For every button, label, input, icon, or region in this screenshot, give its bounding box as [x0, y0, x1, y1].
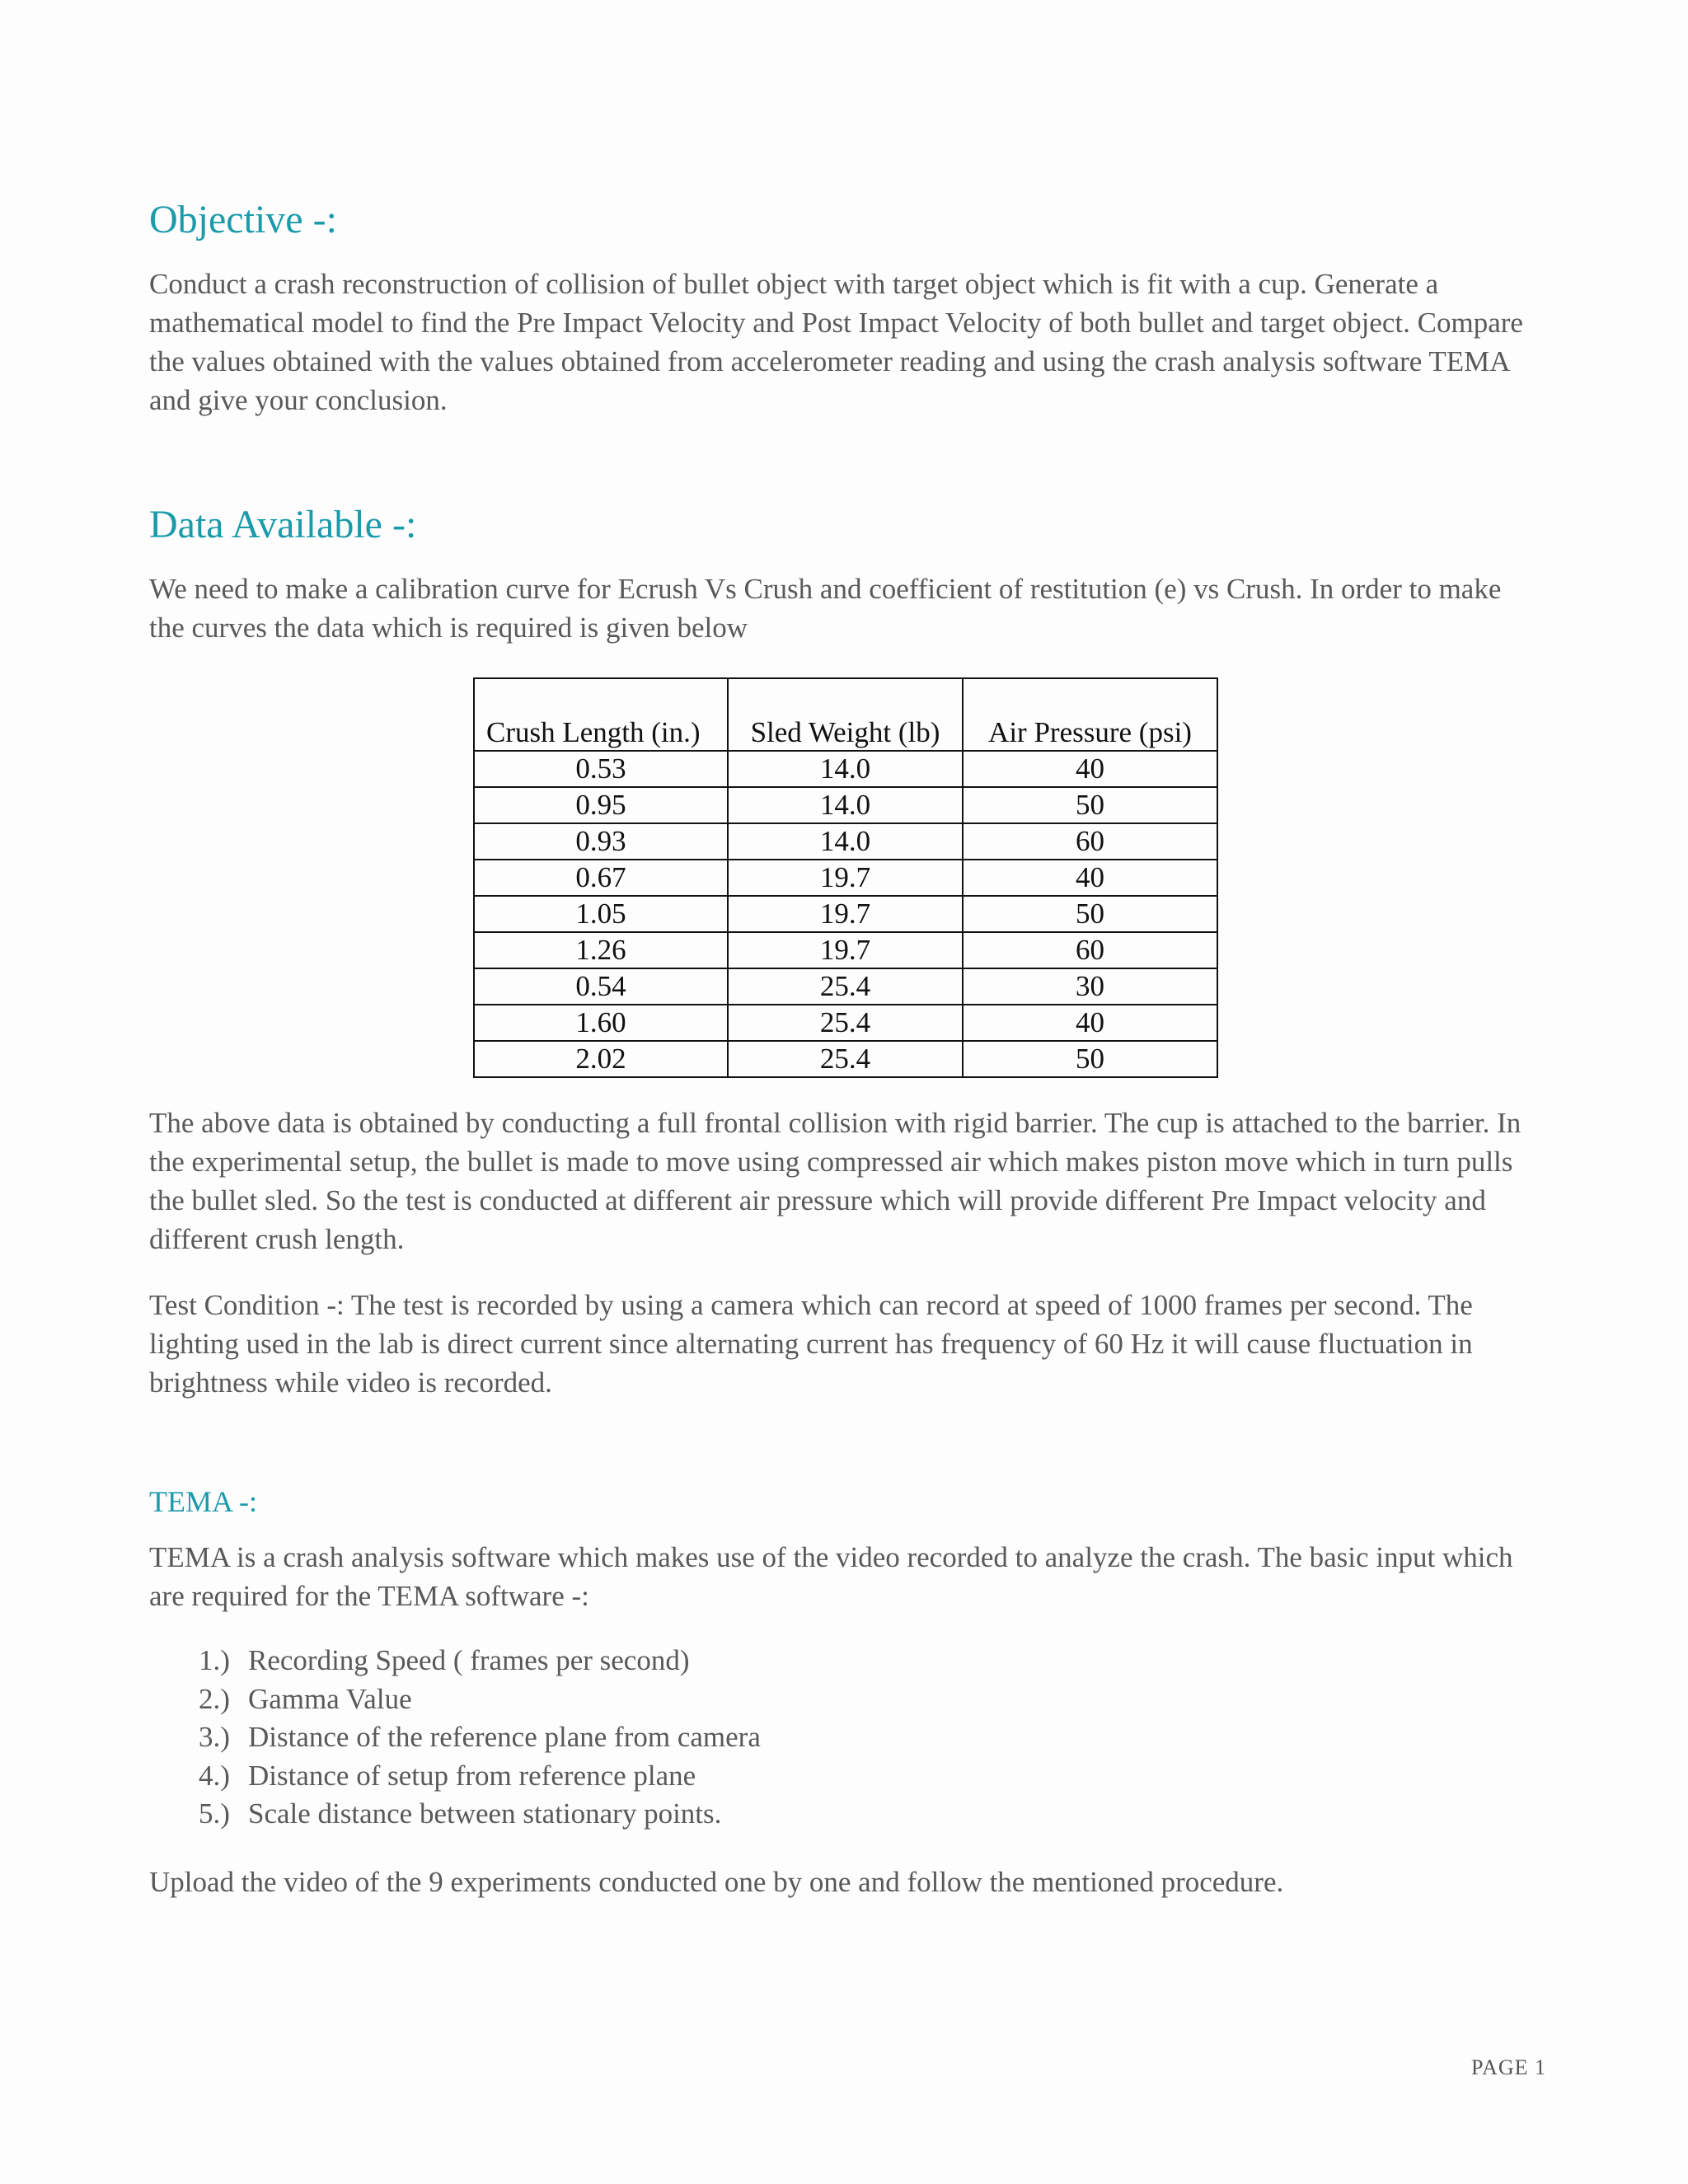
after-table-text: The above data is obtained by conducting a full frontal collision with rigid barrier. The cup is attached to the barrier. In the experimental setup, the bullet is made to move using compressed air which makes piston move which in turn pulls the bullet sled. So the test is conducted at different air pressure which will provide different Pre Impact velocity and different crush length.	[149, 1107, 1522, 1255]
table-row	[474, 823, 1217, 860]
tema-input-list	[199, 1642, 761, 1834]
table-cell: 1.26	[474, 932, 728, 968]
table-row	[474, 968, 1217, 1005]
data-available-intro: We need to make a calibration curve for Ecrush Vs Crush and coefficient of restitution (e) vs Crush. In order to make the curves the data which is required is given below	[149, 573, 1502, 644]
table-cell: 25.4	[728, 968, 963, 1005]
table-cell: 14.0	[728, 787, 963, 823]
header-air-pressure: Air Pressure (psi)	[963, 678, 1217, 751]
table-cell: 0.54	[474, 968, 728, 1005]
table-cell: 50	[963, 896, 1217, 932]
table-cell: 60	[963, 823, 1217, 860]
table-cell: 0.53	[474, 751, 728, 787]
tema-heading: TEMA -:	[149, 1485, 257, 1518]
table-cell: 25.4	[728, 1005, 963, 1041]
list-item-number: 3.)	[199, 1721, 230, 1753]
table-row	[474, 1005, 1217, 1041]
table-cell: 30	[963, 968, 1217, 1005]
table-cell: 19.7	[728, 932, 963, 968]
data-available-heading: Data Available -:	[149, 503, 417, 546]
objective-text: Conduct a crash reconstruction of collision of bullet object with target object which is fit with a cup. Generate a mathematical model to find the Pre Impact Velocity and Post Impact Velocity of both bullet and target object. Compare the values obtained with the values obtained from accelerometer reading and using the crash analysis software TEMA and give your conclusion.	[149, 268, 1523, 416]
header-sled-weight: Sled Weight (lb)	[728, 678, 963, 751]
table-cell: 25.4	[728, 1041, 963, 1077]
list-item-number: 2.)	[199, 1682, 230, 1715]
page-number: PAGE 1	[1471, 2055, 1547, 2079]
table-cell: 0.67	[474, 860, 728, 896]
table-row	[474, 932, 1217, 968]
table-cell: 40	[963, 1005, 1217, 1041]
table-cell: 40	[963, 860, 1217, 896]
table-row	[474, 751, 1217, 787]
list-item	[199, 1642, 761, 1680]
table-cell: 0.95	[474, 787, 728, 823]
table-header-row	[474, 678, 1217, 751]
document-page	[149, 0, 1550, 2184]
list-item	[199, 1795, 761, 1834]
list-item	[199, 1680, 761, 1719]
tema-closing-text: Upload the video of the 9 experiments conducted one by one and follow the mentioned procedure.	[149, 1866, 1284, 1898]
list-item	[199, 1757, 761, 1796]
table-cell: 1.05	[474, 896, 728, 932]
crush-data-table	[473, 677, 1218, 1078]
table-cell: 19.7	[728, 860, 963, 896]
list-item-text: Distance of the reference plane from camera	[248, 1721, 761, 1753]
list-item-number: 1.)	[199, 1644, 230, 1676]
table-cell: 14.0	[728, 751, 963, 787]
list-item-text: Distance of setup from reference plane	[248, 1759, 696, 1792]
table-row	[474, 896, 1217, 932]
table-cell: 1.60	[474, 1005, 728, 1041]
table-cell: 50	[963, 1041, 1217, 1077]
table-cell: 50	[963, 787, 1217, 823]
list-item-text: Recording Speed ( frames per second)	[248, 1644, 690, 1676]
table-cell: 40	[963, 751, 1217, 787]
table-cell: 2.02	[474, 1041, 728, 1077]
table-row	[474, 1041, 1217, 1077]
list-item-number: 4.)	[199, 1759, 230, 1792]
table-cell: 60	[963, 932, 1217, 968]
table-cell: 0.93	[474, 823, 728, 860]
list-item-text: Gamma Value	[248, 1682, 412, 1715]
table-row	[474, 860, 1217, 896]
list-item-number: 5.)	[199, 1797, 230, 1830]
test-condition-text: Test Condition -: The test is recorded by using a camera which can record at speed of 1000 frames per second. The lighting used in the lab is direct current since alternating current has frequency of 60 Hz it will cause fluctuation in brightness while video is recorded.	[149, 1289, 1473, 1399]
list-item	[199, 1718, 761, 1757]
tema-intro: TEMA is a crash analysis software which makes use of the video recorded to analyze the crash. The basic input which are required for the TEMA software -:	[149, 1541, 1513, 1612]
table-cell: 14.0	[728, 823, 963, 860]
objective-heading: Objective -:	[149, 198, 337, 241]
list-item-text: Scale distance between stationary points.	[248, 1797, 722, 1830]
header-crush-length: Crush Length (in.)	[474, 678, 728, 751]
table-cell: 19.7	[728, 896, 963, 932]
table-row	[474, 787, 1217, 823]
